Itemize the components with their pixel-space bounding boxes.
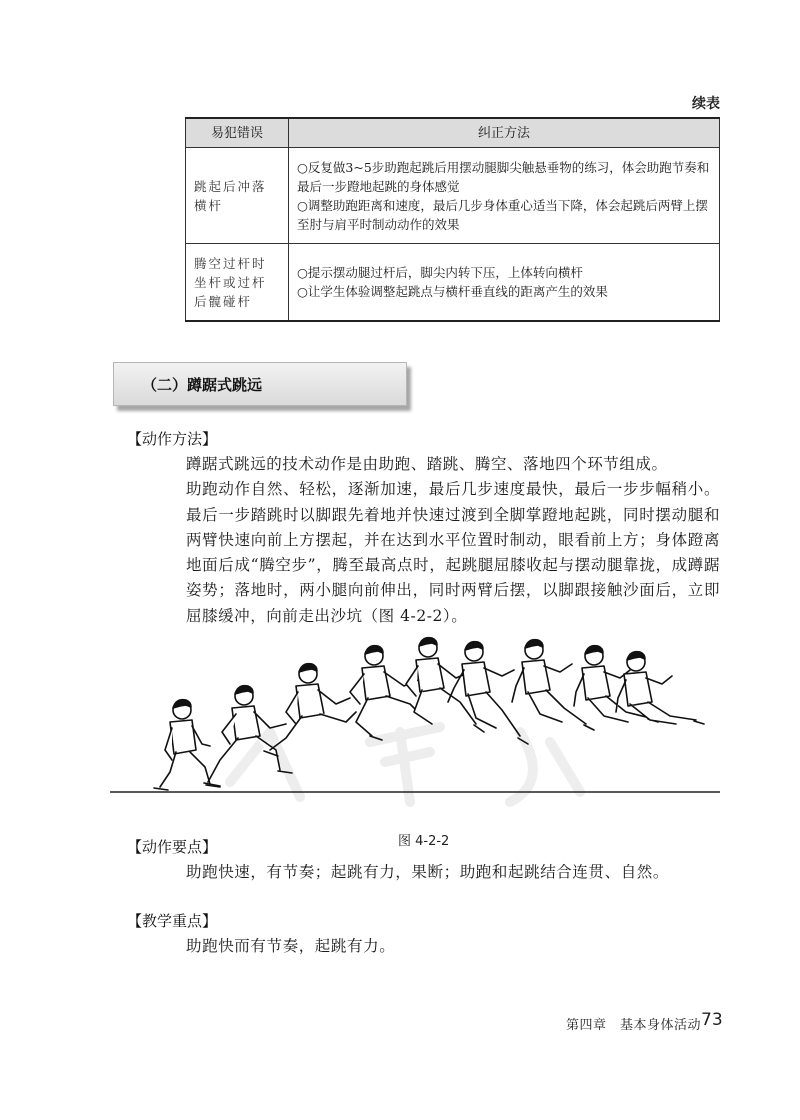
section-title-box xyxy=(113,362,407,406)
athlete-pose-4 xyxy=(350,646,422,740)
header-correction-methods: 纠正方法 xyxy=(289,118,720,148)
athlete-pose-6 xyxy=(448,642,528,744)
athlete-pose-7 xyxy=(512,640,594,730)
athlete-pose-3 xyxy=(264,664,356,756)
footer-chapter-title: 第四章 基本身体活动 xyxy=(566,1018,702,1033)
continued-table-label: 续表 xyxy=(692,96,720,112)
method-body xyxy=(186,452,720,629)
athlete-pose-2 xyxy=(204,686,292,786)
method-paragraph: 蹲踞式跳远的技术动作是由助跑、踏跳、腾空、落地四个环节组成。 xyxy=(186,455,668,473)
section-title: （二）蹲踞式跳远 xyxy=(142,376,263,394)
method-paragraph: 助跑动作自然、轻松，逐渐加速，最后几步速度最快，最后一步步幅稍小。最后一步踏跳时以脚跟先着地并快速过渡到全脚掌蹬地起跳，同时摆动腿和两臂快速向前上方摆起，并在达到水平位置时制动，眼看前上方；身体蹬离地面后成“腾空步”，腾至最高点时，起跳腿屈膝收起与摆动腿靠拢，成蹲踞姿势；落地时，两小腿向前伸出，同时两臂后摆，以脚跟接触沙面后，立即屈膝缓冲，向前走出沙坑（图 4-2-2）。 xyxy=(186,480,720,625)
method-heading: 【动作方法】 xyxy=(127,430,218,448)
athlete-pose-1 xyxy=(154,700,220,790)
key-points-text: 助跑快速，有节奏；起跳有力，果断；助跑和起跳结合连贯、自然。 xyxy=(186,863,670,881)
teaching-focus-heading: 【教学重点】 xyxy=(127,912,218,930)
fix-item: ○反复做3~5步助跑起跳后用摆动腿脚尖触悬垂物的练习，体会助跑节奏和最后一步蹬地起跳的身体感觉 xyxy=(297,159,710,194)
table-header-row xyxy=(186,118,720,148)
fix-cell xyxy=(289,148,720,244)
figure-caption: 图 4-2-2 xyxy=(398,834,450,849)
fix-item: ○提示摆动腿过杆后，脚尖内转下压，上体转向横杆 xyxy=(297,265,583,280)
error-correction-table xyxy=(185,117,720,322)
page-number: 73 xyxy=(701,1010,723,1030)
fix-item: ○调整助跑距离和速度，最后几步身体重心适当下降，体会起跳后两臂上摆至肘与肩平时制动动作的效果 xyxy=(297,197,708,232)
error-cell: 腾空过杆时坐杆或过杆后髋碰杆 xyxy=(186,244,289,322)
table-row xyxy=(186,244,720,322)
error-cell: 跳起后冲落横杆 xyxy=(186,148,289,244)
key-points-heading: 【动作要点】 xyxy=(127,838,218,856)
table-row xyxy=(186,148,720,244)
fix-cell xyxy=(289,244,720,322)
long-jump-sequence-figure xyxy=(110,632,720,807)
header-common-errors: 易犯错误 xyxy=(186,118,289,148)
fix-item: ○让学生体验调整起跳点与横杆垂直线的距离产生的效果 xyxy=(297,284,608,299)
teaching-focus-text: 助跑快而有节奏，起跳有力。 xyxy=(186,937,396,955)
